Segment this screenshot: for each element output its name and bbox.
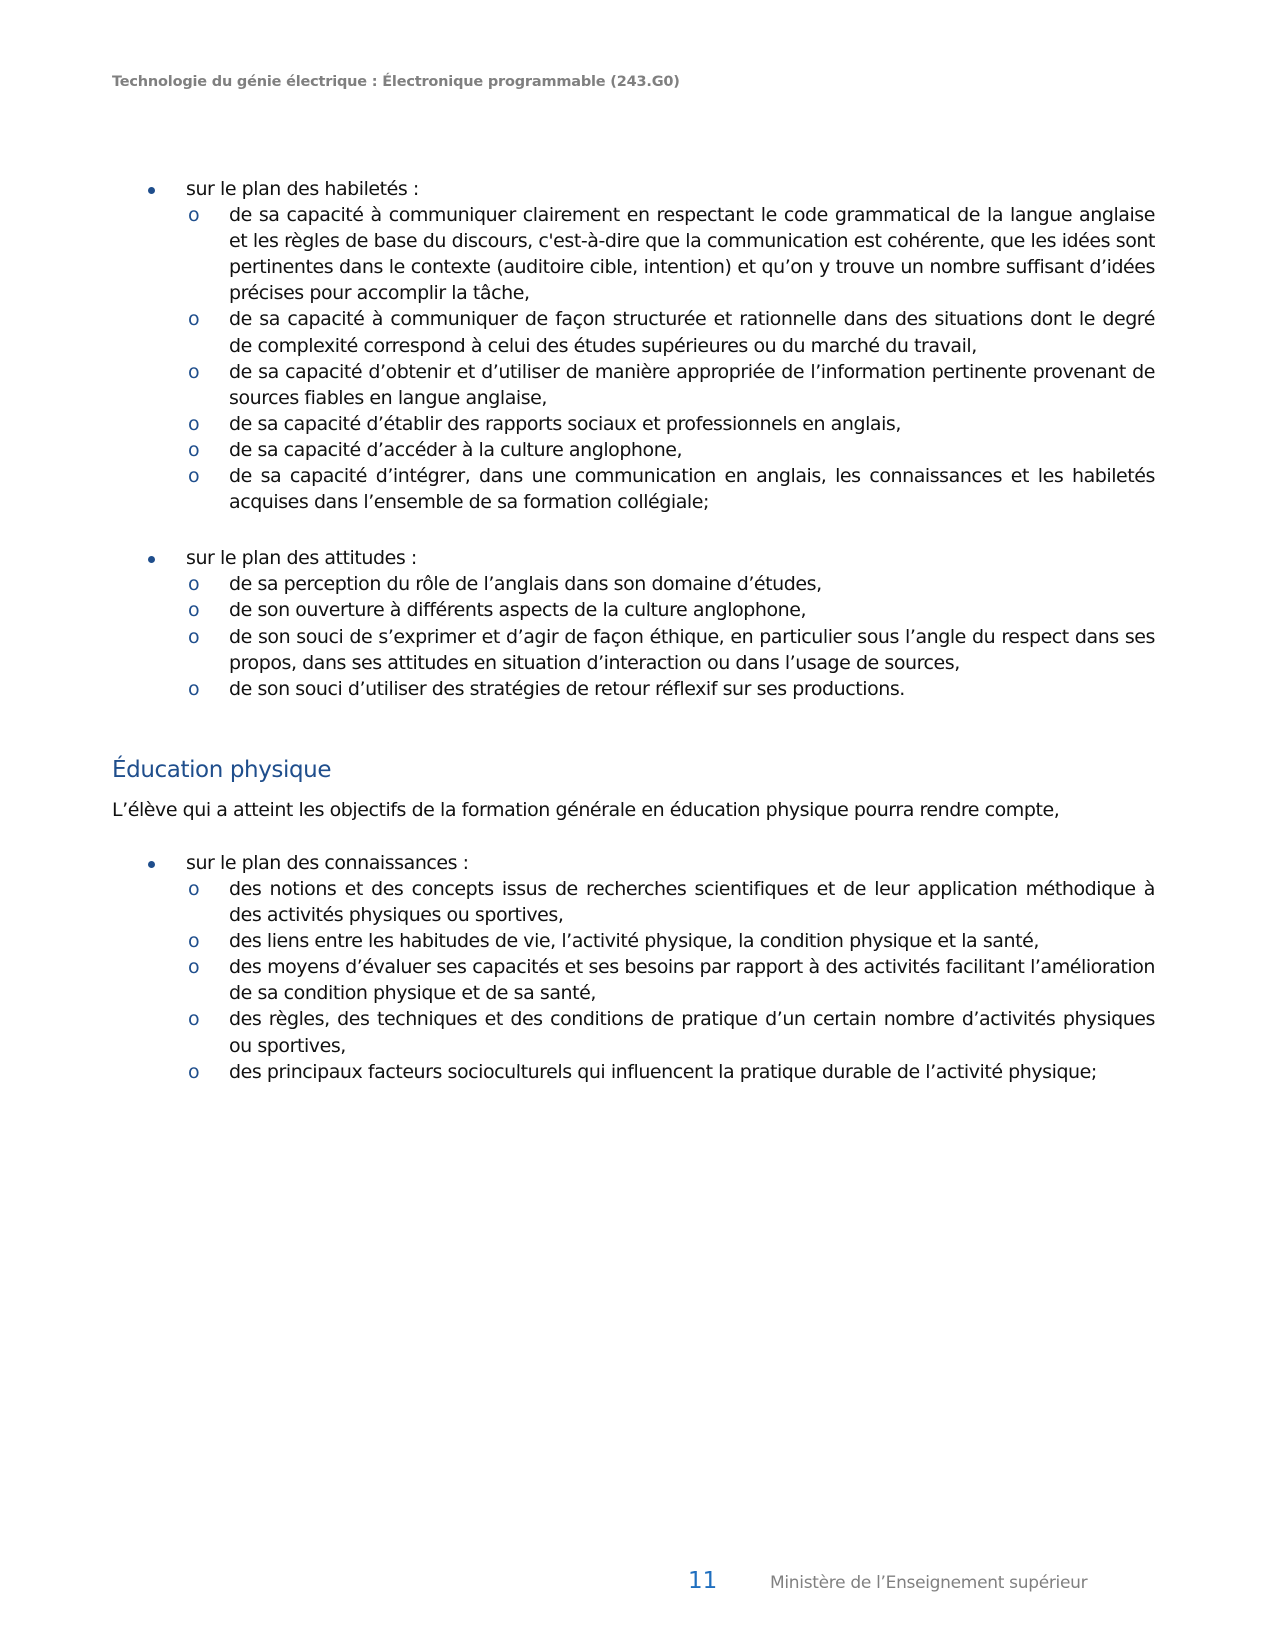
sub-list-item	[112, 571, 1155, 597]
circle-bullet-icon: o	[188, 956, 200, 979]
circle-bullet-icon: o	[188, 204, 200, 227]
list-item	[112, 545, 1155, 702]
circle-bullet-icon: o	[188, 1060, 200, 1083]
circle-bullet-icon: o	[188, 360, 200, 383]
circle-bullet-icon: o	[188, 599, 200, 622]
sub-list-item	[112, 306, 1155, 358]
circle-bullet-icon: o	[188, 877, 200, 900]
running-header: Technologie du génie électrique : Électronique programmable (243.G0)	[112, 74, 680, 90]
list-label: sur le plan des habiletés :	[186, 178, 419, 200]
sub-list-text: de sa capacité à communiquer clairement en respectant le code grammatical de la langue anglaise et les règles de base du discours, c'est-à-dire que la communication est cohérente, que les idées sont pertinentes dans le contexte (auditoire cible, intention) et qu’on y trouve un nombre suffisant d’idées précises pour accomplir la tâche,	[229, 204, 1155, 305]
sub-list-text: de son ouverture à différents aspects de la culture anglophone,	[229, 599, 807, 622]
sub-list	[186, 202, 1155, 515]
circle-bullet-icon: o	[188, 1008, 200, 1031]
sub-list-item	[112, 928, 1155, 954]
page-body	[112, 176, 1155, 1085]
sub-list-item	[112, 954, 1155, 1006]
sub-list-item	[112, 876, 1155, 928]
sub-list-text: de sa perception du rôle de l’anglais dans son domaine d’études,	[229, 573, 822, 596]
sub-list-text: des notions et des concepts issus de recherches scientifiques et de leur application méthodique à des activités physiques ou sportives,	[229, 877, 1155, 927]
list-item	[112, 176, 1155, 515]
sub-list-text: de sa capacité d’établir des rapports sociaux et professionnels en anglais,	[229, 412, 901, 435]
sub-list-item	[112, 359, 1155, 411]
bullet-icon	[148, 861, 155, 868]
sub-list-item	[112, 1059, 1155, 1085]
section-heading: Éducation physique	[112, 756, 332, 783]
sub-list-item	[112, 463, 1155, 515]
sub-list	[186, 571, 1155, 701]
sub-list-text: de sa capacité d’accéder à la culture anglophone,	[229, 438, 683, 461]
sub-list-text: des liens entre les habitudes de vie, l’activité physique, la condition physique et la santé,	[229, 930, 1039, 953]
sub-list-text: des principaux facteurs socioculturels qui influencent la pratique durable de l’activité physique;	[229, 1060, 1097, 1083]
sub-list	[186, 876, 1155, 1085]
sub-list-item	[112, 676, 1155, 702]
sub-list-text: de son souci de s’exprimer et d’agir de façon éthique, en particulier sous l’angle du respect dans ses propos, dans ses attitudes en situation d’interaction ou dans l’usage de sources,	[229, 625, 1155, 674]
circle-bullet-icon: o	[188, 930, 200, 953]
sub-list-item	[112, 202, 1155, 306]
habiletes-list	[112, 176, 1155, 515]
sub-list-item	[112, 1006, 1155, 1058]
sub-list-item	[112, 624, 1155, 676]
circle-bullet-icon: o	[188, 412, 200, 435]
sub-list-text: de sa capacité d’intégrer, dans une communication en anglais, les connaissances et les habiletés acquises dans l’ensemble de sa formation collégiale;	[229, 465, 1155, 514]
sub-list-item	[112, 411, 1155, 437]
intro-paragraph: L’élève qui a atteint les objectifs de la formation générale en éducation physique pourra rendre compte,	[112, 798, 1060, 821]
connaissances-list	[112, 850, 1155, 1085]
circle-bullet-icon: o	[188, 573, 200, 596]
list-label: sur le plan des connaissances :	[186, 851, 469, 874]
bullet-icon	[148, 187, 155, 194]
bullet-icon	[148, 556, 155, 563]
sub-list-text: des règles, des techniques et des conditions de pratique d’un certain nombre d’activités physiques ou sportives,	[229, 1008, 1155, 1057]
circle-bullet-icon: o	[188, 465, 200, 488]
list-label: sur le plan des attitudes :	[186, 547, 417, 570]
list-item	[112, 850, 1155, 1085]
circle-bullet-icon: o	[188, 438, 200, 461]
sub-list-item	[112, 437, 1155, 463]
page-number: 11	[688, 1568, 718, 1594]
attitudes-list	[112, 545, 1155, 702]
sub-list-text: de sa capacité à communiquer de façon structurée et rationnelle dans des situations dont le degré de complexité correspond à celui des études supérieures ou du marché du travail,	[229, 308, 1155, 357]
circle-bullet-icon: o	[188, 677, 200, 700]
sub-list-item	[112, 597, 1155, 623]
circle-bullet-icon: o	[188, 625, 200, 648]
sub-list-text: des moyens d’évaluer ses capacités et ses besoins par rapport à des activités facilitant l’amélioration de sa condition physique et de sa santé,	[229, 956, 1155, 1005]
sub-list-text: de son souci d’utiliser des stratégies de retour réflexif sur ses productions.	[229, 677, 905, 700]
footer-publisher: Ministère de l’Enseignement supérieur	[770, 1573, 1088, 1593]
circle-bullet-icon: o	[188, 308, 200, 331]
sub-list-text: de sa capacité d’obtenir et d’utiliser de manière appropriée de l’information pertinente provenant de sources fiables en langue anglaise,	[229, 360, 1155, 409]
